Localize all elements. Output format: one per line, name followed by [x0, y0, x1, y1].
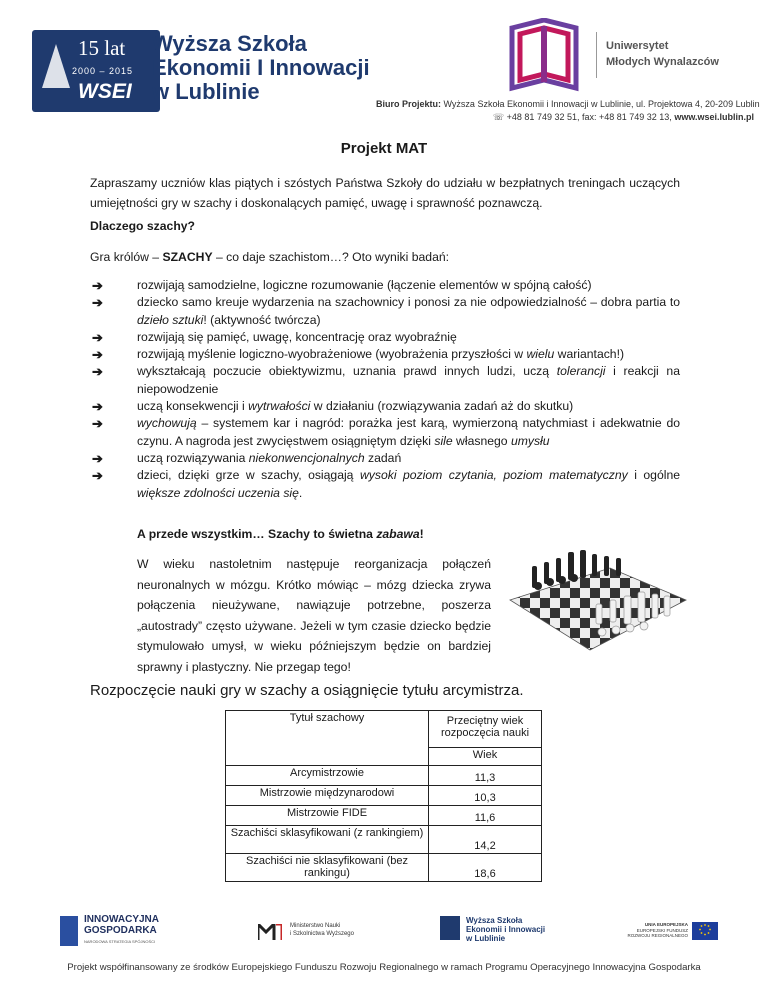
arrow-right-icon: ➔ — [92, 329, 103, 345]
wsei-footer-text — [466, 916, 576, 943]
badge-years-range: 2000 – 2015 — [72, 66, 134, 76]
list-item — [90, 346, 680, 363]
bullet-text: dzieci, dzięki grze w szachy, osiągają — [137, 468, 360, 483]
col-subheader-age: Wiek — [429, 747, 542, 765]
bullet-text: uczą konsekwencji i — [137, 399, 249, 414]
eu-text — [612, 922, 688, 939]
bullet-italic: wielu — [526, 347, 555, 362]
table-cell-age: 11,6 — [429, 806, 542, 826]
table-header-row — [226, 711, 542, 748]
bullet-italic: sile — [434, 433, 453, 448]
ig-subtitle: NARODOWA STRATEGIA SPÓJNOŚCI — [84, 939, 156, 944]
bullet-italic: wychowują — [137, 416, 197, 431]
arrow-right-icon: ➔ — [92, 416, 103, 432]
list-item — [90, 277, 680, 294]
list-item — [90, 415, 680, 450]
arrow-right-icon: ➔ — [92, 278, 103, 293]
table-cell-age: 11,3 — [429, 766, 542, 786]
above-all-italic: zabawa — [376, 527, 420, 541]
arrow-right-icon: ➔ — [92, 468, 103, 484]
bullet-text: rozwijają myślenie logiczno-wyobrażeniowe (wyobrażenia przyszłości w — [137, 347, 527, 362]
section-title: Rozpoczęcie nauki gry w szachy a osiągnięcie tytułu arcymistrza. — [90, 682, 524, 699]
lead-bold: SZACHY — [162, 250, 213, 264]
bullet-text: ! (aktywność twórcza) — [203, 312, 321, 327]
bullet-text: wykształcają poczucie obiektywizmu, uznania prawd innych ludzi, uczą — [137, 364, 557, 379]
col-header-title: Tytuł szachowy — [226, 711, 429, 766]
ministry-text — [290, 922, 380, 938]
bullet-italic: wysoki poziom czytania, poziom matematyczny — [359, 468, 628, 483]
benefits-list — [90, 277, 680, 502]
flag-icon — [60, 916, 78, 946]
lead-after: – co daje szachistom…? Oto wyniki badań: — [212, 250, 450, 264]
badge-name: WSEI — [78, 80, 132, 103]
table-row — [226, 766, 542, 786]
table-row — [226, 806, 542, 826]
arrow-right-icon: ➔ — [92, 347, 103, 363]
arrow-right-icon: ➔ — [92, 364, 103, 380]
bullet-italic: dzieło sztuki — [137, 312, 204, 327]
bullet-italic: umysłu — [510, 433, 550, 448]
table-cell-age: 14,2 — [429, 826, 542, 854]
ministry-line-1: Ministerstwo Nauki — [290, 923, 341, 929]
ministry-line-2: i Szkolnictwa Wyższego — [290, 931, 354, 937]
arrow-right-icon: ➔ — [92, 399, 103, 415]
page-title: Projekt MAT — [340, 140, 428, 157]
table-cell-title: Mistrzowie międzynarodowi — [226, 786, 429, 806]
school-name-line-3: w Lublinie — [152, 79, 260, 104]
table-row — [226, 786, 542, 806]
bullet-text: – systemem kar i nagród: porażka jest karą, wymierzoną natychmiast i adekwatnie do czynu. A nagroda jest zwycięstwem osiągniętym dzięki — [137, 416, 680, 448]
why-heading: Dlaczego szachy? — [90, 219, 195, 233]
badge-years-big: 15 lat — [78, 36, 126, 60]
umw-line-2: Młodych Wynalazców — [606, 56, 719, 68]
table-cell-title: Szachiści nie sklasyfikowani (bez rankingu) — [226, 854, 429, 882]
bullet-text: w działaniu (rozwiązywania zadań aż do skutku) — [310, 399, 574, 414]
bullet-italic: niekonwencjonalnych — [248, 450, 365, 465]
arrow-right-icon: ➔ — [92, 450, 103, 466]
chessboard-image — [500, 538, 690, 656]
list-item — [90, 467, 680, 502]
above-all-heading — [137, 527, 424, 541]
table-row — [226, 826, 542, 854]
biuro-label: Biuro Projektu: — [376, 99, 442, 109]
ig-title-line-2: GOSPODARKA — [84, 925, 157, 936]
bullet-italic: wytrwałości — [248, 399, 311, 414]
ministry-emblem-icon — [258, 924, 282, 940]
bullet-text: . — [298, 485, 303, 500]
table-row — [226, 854, 542, 882]
eu-line-1: UNIA EUROPEJSKA — [644, 922, 688, 927]
list-item — [90, 398, 680, 415]
list-item — [90, 450, 680, 467]
bullet-text: rozwijają samodzielne, logiczne rozumowanie (łączenie elementów w spójną całość) — [137, 278, 592, 292]
intro-paragraph: Zapraszamy uczniów klas piątych i szóstych Państwa Szkoły do udziału w bezpłatnych treningach uczących umiejętności gry w szachy i doskonalących pamięć, uwagę i sprawność poznawczą. — [90, 176, 680, 210]
umw-logo-text — [606, 38, 719, 70]
wsei-emblem-icon — [440, 916, 460, 940]
bullet-text: uczą rozwiązywania — [137, 450, 249, 465]
col-header-age: Przeciętny wiek rozpoczęcia nauki — [429, 711, 542, 748]
list-item — [90, 329, 680, 346]
table-cell-title: Mistrzowie FIDE — [226, 806, 429, 826]
list-item — [90, 294, 680, 329]
biuro-www: www.wsei.lublin.pl — [674, 112, 754, 122]
footer-funding-text: Projekt współfinansowany ze środków Europejskiego Funduszu Rozwoju Regionalnego w ramach Programu Operacyjnego Innowacyjna Gospodarka — [67, 962, 701, 973]
biuro-address: Wyższa Szkoła Ekonomii i Innowacji w Lublinie, ul. Projektowa 4, 20-209 Lublin — [441, 99, 760, 109]
above-all-before: A przede wszystkim… Szachy to świetna — [137, 527, 377, 541]
table-cell-age: 18,6 — [429, 854, 542, 882]
list-item — [90, 363, 680, 398]
above-all-after: ! — [419, 527, 424, 541]
teen-paragraph: W wieku nastoletnim następuje reorganizacja połączeń neuronalnych w mózgu. Krótko mówiąc – mózg dziecka zrywa połączenia nieużywane, nawiązuje potrzebne, poszerza „autostrady” często używane. Jeżeli w tym czasie dziecko będzie stymulowało umysł, w wieku późniejszym będzie on bardziej sprawny i plastyczny. Nie przegap tego! — [137, 557, 491, 674]
bullet-text: wariantach!) — [554, 347, 625, 362]
biuro-phone: ☏ +48 81 749 32 51, fax: +48 81 749 32 13, — [492, 112, 675, 122]
school-name-line-2: Ekonomii I Innowacji — [152, 55, 370, 80]
bullet-text: rozwijają się pamięć, uwagę, koncentrację oraz wyobraźnię — [137, 329, 457, 344]
project-office-info — [376, 98, 760, 124]
eu-line-3: ROZWOJU REGIONALNEGO — [627, 933, 688, 938]
ig-title-line-1: INNOWACYJNA — [84, 914, 160, 925]
bullet-text: i ogólne — [627, 468, 680, 483]
star-icon — [42, 44, 70, 88]
book-logo-icon — [508, 18, 580, 96]
arrow-right-icon: ➔ — [92, 295, 103, 311]
age-table — [225, 710, 542, 882]
lead-before: Gra królów – — [90, 250, 163, 264]
school-name-line-1: Wyższa Szkoła — [152, 31, 307, 56]
ig-title — [84, 914, 204, 936]
wsei-footer-line-1: Wyższa Szkoła — [466, 916, 523, 925]
logo-divider — [596, 32, 597, 78]
wsei-anniversary-logo — [32, 30, 160, 112]
eu-line-2: EUROPEJSKI FUNDUSZ — [636, 927, 688, 933]
bullet-text: własnego — [452, 433, 511, 448]
bullet-text: i reakcji na niepowodzenie — [137, 364, 680, 396]
umw-line-1: Uniwersytet — [606, 40, 669, 52]
eu-flag-icon — [692, 922, 718, 940]
wsei-footer-line-2: Ekonomii i Innowacji — [466, 925, 546, 934]
bullet-text: dziecko samo kreuje wydarzenia na szachownicy i ponosi za nie odpowiedzialność – dobra partia to — [137, 295, 680, 310]
bullet-text: zadań — [364, 450, 402, 465]
table-cell-title: Arcymistrzowie — [226, 766, 429, 786]
lead-sentence — [90, 250, 449, 264]
table-cell-age: 10,3 — [429, 786, 542, 806]
bullet-italic: większe zdolności uczenia się — [137, 485, 299, 500]
wsei-footer-line-3: w Lublinie — [466, 934, 506, 943]
school-name — [152, 32, 370, 104]
bullet-italic: tolerancji — [556, 364, 606, 379]
table-cell-title: Szachiści sklasyfikowani (z rankingiem) — [226, 826, 429, 854]
